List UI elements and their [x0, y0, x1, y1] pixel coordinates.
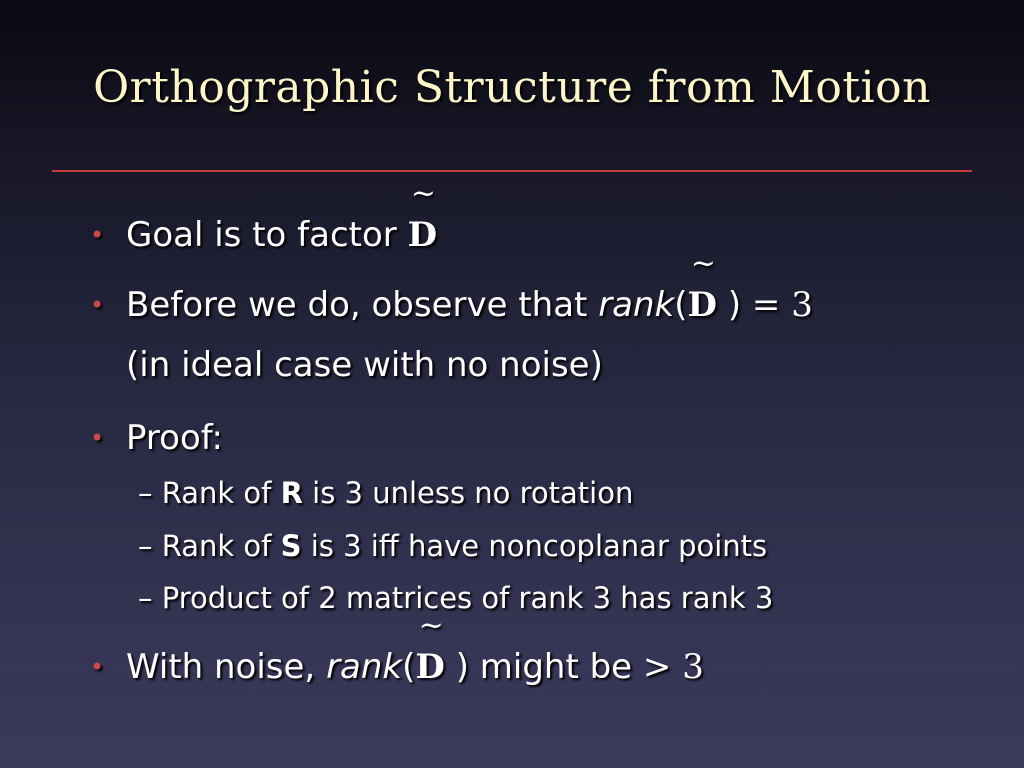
bullet-marker: • [90, 291, 105, 319]
sub-text: Product of 2 matrices of rank 3 has rank 3 [161, 581, 774, 615]
bullet-noise-text [126, 608, 704, 697]
slide-title: Orthographic Structure from Motion [93, 62, 931, 113]
bullet-marker: • [90, 221, 105, 249]
sub-dash: – [138, 476, 153, 510]
before-label: Before we do, observe that [126, 285, 588, 325]
bullet-goal-text [126, 176, 438, 265]
greater-than-three: > 3 [642, 647, 704, 687]
sub-post: is 3 iff have noncoplanar points [310, 529, 768, 563]
sub-pre: Rank of [161, 476, 272, 510]
close-paren: ) [727, 285, 742, 325]
rank-word: rank [326, 647, 403, 687]
tilde-accent: ~ [418, 608, 444, 643]
matrix-s-symbol: S [280, 529, 302, 563]
bullet-before-line2-text: (in ideal case with no noise) [126, 345, 603, 385]
bullet-marker: • [90, 653, 105, 681]
matrix-d-symbol: D [687, 285, 718, 325]
rank-word: rank [598, 285, 675, 325]
bullet-before-text [126, 246, 813, 335]
subbullet-product [138, 572, 773, 624]
subbullet-rank-r [138, 467, 633, 519]
noise-label: With noise, [126, 647, 316, 687]
sub-post: is 3 unless no rotation [312, 476, 634, 510]
matrix-d-tilde [687, 246, 718, 335]
matrix-r-symbol: R [280, 476, 303, 510]
close-paren: ) [455, 647, 469, 687]
tilde-accent: ~ [410, 176, 436, 211]
bullet-marker: • [90, 424, 105, 452]
goal-label: Goal is to factor [126, 215, 397, 255]
title-divider [52, 170, 972, 172]
matrix-d-symbol: D [415, 647, 445, 687]
sub-pre: Rank of [161, 529, 272, 563]
might-be: might be [479, 647, 633, 687]
open-paren: ( [402, 647, 416, 687]
equals-three: = 3 [751, 285, 813, 325]
subbullet-rank-s [138, 520, 767, 572]
sub-dash: – [138, 581, 153, 615]
matrix-d-tilde [407, 176, 438, 265]
matrix-d-tilde [415, 608, 445, 697]
bullet-proof-text: Proof: [126, 418, 223, 458]
tilde-accent: ~ [690, 246, 716, 281]
sub-dash: – [138, 529, 153, 563]
matrix-d-symbol: D [407, 215, 438, 255]
open-paren: ( [674, 285, 688, 325]
